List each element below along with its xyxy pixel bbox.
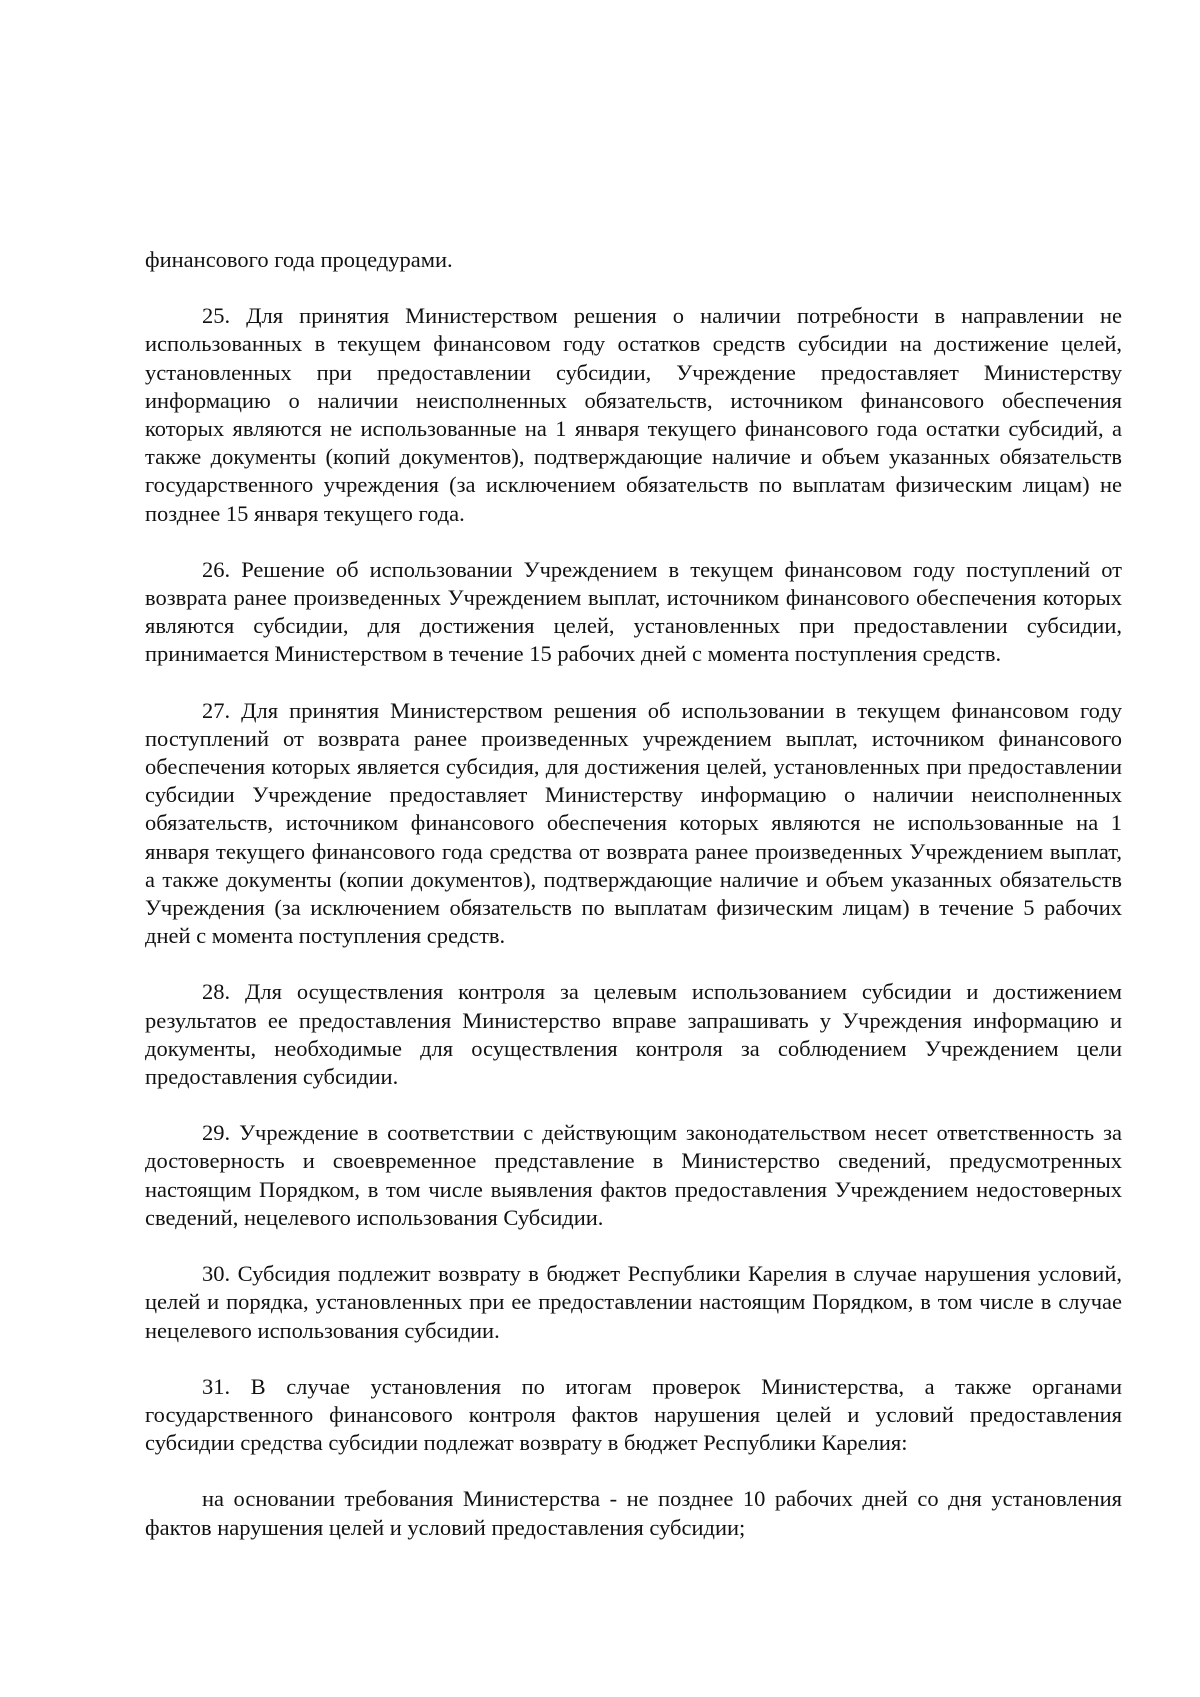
paragraph-29: 29. Учреждение в соответствии с действующим законодательством несет ответственность за достоверность и своевременное представление в Министерство сведений, предусмотренных настоящим Порядком, в том числе выявления фактов предоставления Учреждением недостоверных сведений, нецелевого использования Субсидии.	[145, 1120, 1122, 1230]
paragraph-26: 26. Решение об использовании Учреждением в текущем финансовом году поступлений от возврата ранее произведенных Учреждением выплат, источником финансового обеспечения которых являются субсидии, для достижения целей, установленных при предоставлении субсидии, принимается Министерством в течение 15 рабочих дней с момента поступления средств.	[145, 556, 1122, 667]
paragraph-continuation: финансового года процедурами.	[145, 247, 453, 272]
document-page	[145, 246, 1122, 1570]
paragraph-27: 27. Для принятия Министерством решения об использовании в текущем финансовом году поступлений от возврата ранее произведенных учреждением выплат, источником финансового обеспечения которых является субсидия, для достижения целей, установленных при предоставлении субсидии Учреждение предоставляет Министерству информацию о наличии неисполненных обязательств, источником финансового обеспечения которых являются не использованные на 1 января текущего финансового года средства от возврата ранее произведенных Учреждением выплат, а также документы (копии документов), подтверждающие наличие и объем указанных обязательств Учреждения (за исключением обязательств по выплатам физическим лицам) в течение 5 рабочих дней с момента поступления средств.	[145, 697, 1122, 949]
paragraph-31: 31. В случае установления по итогам проверок Министерства, а также органами государственного финансового контроля фактов нарушения целей и условий предоставления субсидии средства субсидии подлежат возврату в бюджет Республики Карелия:	[145, 1373, 1122, 1456]
paragraph-25: 25. Для принятия Министерством решения о наличии потребности в направлении не использованных в текущем финансовом году остатков средств субсидии на достижение целей, установленных при предоставлении субсидии, Учреждение предоставляет Министерству информацию о наличии неисполненных обязательств, источником финансового обеспечения которых являются не использованные на 1 января текущего финансового года остатки субсидий, а также документы (копий документов), подтверждающие наличие и объем указанных обязательств государственного учреждения (за исключением обязательств по выплатам физическим лицам) не позднее 15 января текущего года.	[145, 303, 1122, 526]
paragraph-31-item: на основании требования Министерства - не позднее 10 рабочих дней со дня установления фактов нарушения целей и условий предоставления субсидии;	[145, 1486, 1122, 1540]
paragraph-30: 30. Субсидия подлежит возврату в бюджет Республики Карелия в случае нарушения условий, целей и порядка, установленных при ее предоставлении настоящим Порядком, в том числе в случае нецелевого использования субсидии.	[145, 1261, 1122, 1343]
paragraph-28: 28. Для осуществления контроля за целевым использованием субсидии и достижением результатов ее предоставления Министерство вправе запрашивать у Учреждения информацию и документы, необходимые для осуществления контроля за соблюдением Учреждением цели предоставления субсидии.	[145, 979, 1122, 1090]
